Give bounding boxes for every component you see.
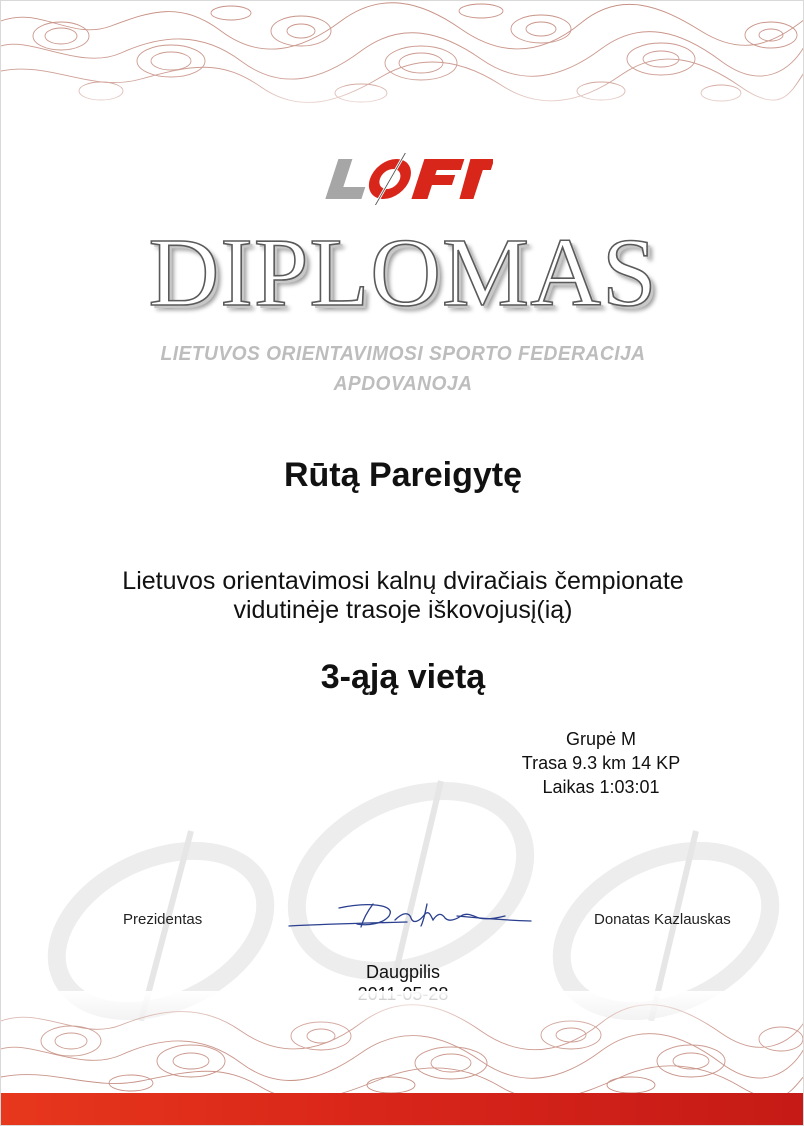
description-line-1: Lietuvos orientavimosi kalnų dviračiais čempionate [122,567,684,595]
location: Daugpilis [365,962,441,982]
placement: 3-ąją vietą [320,658,486,696]
organization-awards: APDOVANOJA [333,373,473,395]
group-label: Grupė M [565,729,637,749]
losf-logo [323,151,493,207]
red-footer-band [1,1093,804,1126]
time-label: Laikas 1:03:01 [542,777,660,797]
organization-heading [17,339,789,399]
topographic-pattern-bottom [1,991,804,1096]
signature [287,894,537,936]
recipient-name: Rūtą Pareigytę [283,456,523,494]
diploma-title: DIPLOMAS [148,219,658,327]
signature-role: Prezidentas [123,911,203,928]
organization-name: LIETUVOS ORIENTAVIMOSI SPORTO FEDERACIJA [160,343,646,365]
topographic-pattern-top [1,1,804,121]
award-description [1,567,804,625]
president-name: Donatas Kazlauskas [594,911,731,928]
description-line-2: vidutinėje trasoje iškovojusį(ią) [233,596,573,624]
course-label: Trasa 9.3 km 14 KP [521,753,681,773]
